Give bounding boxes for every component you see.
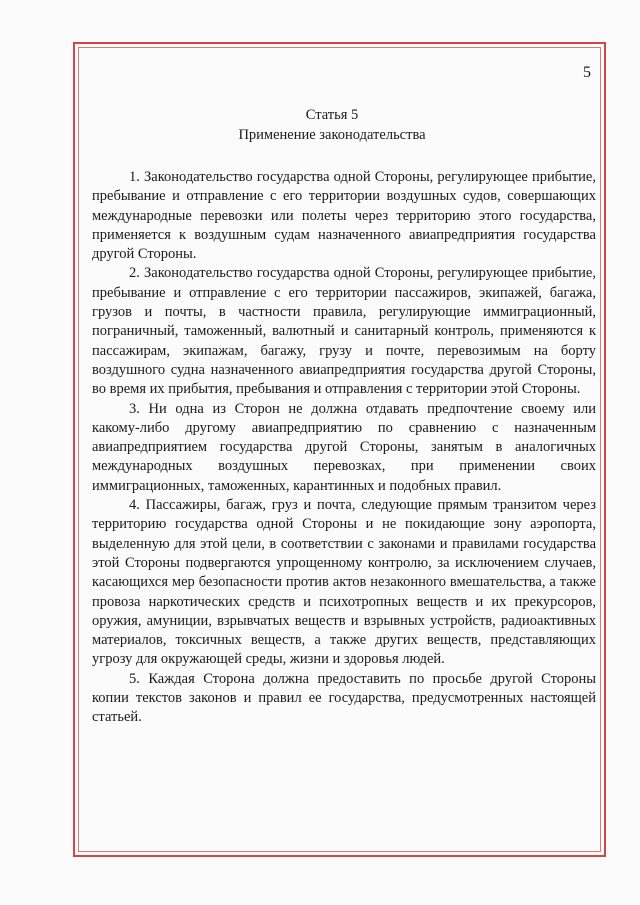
paragraph-5: 5. Каждая Сторона должна предоставить по просьбе другой Стороны копии текстов законов и правил ее государства, предусмотренных настоящей статьей. [92,670,596,726]
paragraph-2: 2. Законодательство государства одной Стороны, регулирующее прибытие, пребывание и отправление с его территории пассажиров, экипажей, багажа, грузов и почты, в частности правила, регулирующие иммиграционный, пограничный, таможенный, валютный и санитарный контроль, применяются к пассажирам, экипажам, багажу, грузу и почте, перевозимым на борту воздушного судна назначенного авиапредприятия государства другой Стороны, во время их прибытия, пребывания и отправления с территории этой Стороны. [92,265,596,398]
paragraph-4: 4. Пассажиры, багаж, груз и почта, следующие прямым транзитом через территорию государства одной Стороны и не покидающие зону аэропорта, выделенную для этой цели, в соответствии с законами и правилами государства этой Стороны подвергаются упрощенному контролю, за исключением случаев, касающихся мер безопасности против актов незаконного вмешательства, а также провоза наркотических средств и психотропных веществ и их прекурсоров, оружия, амуниции, взрывчатых веществ и взрывных устройств, радиоактивных материалов, токсичных веществ, а также других веществ, представляющих угрозу для окружающей среды, жизни и здоровья людей. [92,497,596,668]
page-number: 5 [583,64,591,81]
article-body [92,168,596,728]
article-title: Статья 5 [305,107,359,123]
article-subtitle: Применение законодательства [238,127,426,143]
article-heading [92,105,572,145]
paragraph-1: 1. Законодательство государства одной Стороны, регулирующее прибытие, пребывание и отправление с его территории воздушных судов, совершающих международные перевозки или полеты через территорию этого государства, применяется к воздушным судам назначенного авиапредприятия государства другой Стороны. [92,169,596,263]
paragraph-3: 3. Ни одна из Сторон не должна отдавать предпочтение своему или какому-либо другому авиапредприятию по сравнению с назначенным авиапредприятием государства другой Стороны, занятым в аналогичных международных воздушных перевозках, при применении своих иммиграционных, таможенных, карантинных и подобных правил. [92,400,596,494]
